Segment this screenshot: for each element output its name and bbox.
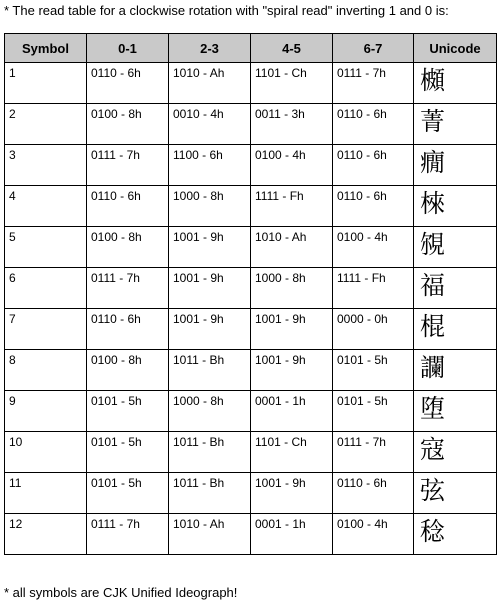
bits-4-5-cell: 1001 - 9h — [251, 473, 333, 514]
unicode-glyph-cell: 稔 — [414, 514, 497, 555]
bits-0-1-cell: 0111 - 7h — [87, 145, 169, 186]
symbol-cell: 6 — [5, 268, 87, 309]
footnote-text: * all symbols are CJK Unified Ideograph! — [4, 585, 238, 600]
bits-0-1-cell: 0100 - 8h — [87, 350, 169, 391]
bits-6-7-cell: 0100 - 4h — [333, 227, 414, 268]
table-row — [5, 186, 497, 227]
symbol-cell: 7 — [5, 309, 87, 350]
bits-2-3-cell: 1001 - 9h — [169, 309, 251, 350]
bits-2-3-cell: 1011 - Bh — [169, 350, 251, 391]
read-table — [4, 33, 497, 555]
table-row — [5, 227, 497, 268]
unicode-glyph-cell: 櫇 — [414, 63, 497, 104]
intro-text: * The read table for a clockwise rotation with "spiral read" inverting 1 and 0 is: — [4, 3, 449, 18]
bits-2-3-cell: 1010 - Ah — [169, 63, 251, 104]
bits-0-1-cell: 0111 - 7h — [87, 514, 169, 555]
bits-2-3-cell: 1001 - 9h — [169, 227, 251, 268]
bits-0-1-cell: 0101 - 5h — [87, 473, 169, 514]
unicode-glyph-cell: 覙 — [414, 227, 497, 268]
bits-4-5-cell: 0001 - 1h — [251, 514, 333, 555]
bits-0-1-cell: 0101 - 5h — [87, 432, 169, 473]
table-row — [5, 63, 497, 104]
bits-2-3-cell: 1001 - 9h — [169, 268, 251, 309]
bits-0-1-cell: 0110 - 6h — [87, 309, 169, 350]
table-row — [5, 432, 497, 473]
bits-6-7-cell: 0111 - 7h — [333, 63, 414, 104]
table-row — [5, 473, 497, 514]
bits-6-7-cell: 1111 - Fh — [333, 268, 414, 309]
symbol-cell: 2 — [5, 104, 87, 145]
unicode-glyph-cell: 弦 — [414, 473, 497, 514]
bits-2-3-cell: 1100 - 6h — [169, 145, 251, 186]
bits-0-1-cell: 0100 - 8h — [87, 104, 169, 145]
bits-0-1-cell: 0100 - 8h — [87, 227, 169, 268]
symbol-cell: 9 — [5, 391, 87, 432]
symbol-cell: 11 — [5, 473, 87, 514]
bits-2-3-cell: 0010 - 4h — [169, 104, 251, 145]
unicode-glyph-cell: 菁 — [414, 104, 497, 145]
unicode-glyph-cell: 讕 — [414, 350, 497, 391]
bits-2-3-cell: 1000 - 8h — [169, 391, 251, 432]
header-bits-4-5: 4-5 — [251, 34, 333, 63]
header-symbol: Symbol — [5, 34, 87, 63]
bits-2-3-cell: 1000 - 8h — [169, 186, 251, 227]
table-row — [5, 104, 497, 145]
unicode-glyph-cell: 寇 — [414, 432, 497, 473]
bits-4-5-cell: 1001 - 9h — [251, 309, 333, 350]
table-row — [5, 514, 497, 555]
header-bits-2-3: 2-3 — [169, 34, 251, 63]
bits-6-7-cell: 0101 - 5h — [333, 350, 414, 391]
bits-4-5-cell: 1001 - 9h — [251, 350, 333, 391]
bits-4-5-cell: 0001 - 1h — [251, 391, 333, 432]
bits-0-1-cell: 0110 - 6h — [87, 186, 169, 227]
bits-2-3-cell: 1010 - Ah — [169, 514, 251, 555]
bits-6-7-cell: 0000 - 0h — [333, 309, 414, 350]
bits-4-5-cell: 1000 - 8h — [251, 268, 333, 309]
bits-2-3-cell: 1011 - Bh — [169, 473, 251, 514]
bits-6-7-cell: 0111 - 7h — [333, 432, 414, 473]
symbol-cell: 10 — [5, 432, 87, 473]
symbol-cell: 8 — [5, 350, 87, 391]
unicode-glyph-cell: 棍 — [414, 309, 497, 350]
table-row — [5, 268, 497, 309]
bits-4-5-cell: 1101 - Ch — [251, 63, 333, 104]
symbol-cell: 5 — [5, 227, 87, 268]
bits-2-3-cell: 1011 - Bh — [169, 432, 251, 473]
symbol-cell: 4 — [5, 186, 87, 227]
header-bits-0-1: 0-1 — [87, 34, 169, 63]
table-body — [5, 63, 497, 555]
unicode-glyph-cell: 福 — [414, 268, 497, 309]
bits-0-1-cell: 0110 - 6h — [87, 63, 169, 104]
table-row — [5, 391, 497, 432]
bits-6-7-cell: 0110 - 6h — [333, 104, 414, 145]
symbol-cell: 3 — [5, 145, 87, 186]
bits-6-7-cell: 0101 - 5h — [333, 391, 414, 432]
bits-6-7-cell: 0110 - 6h — [333, 186, 414, 227]
table-row — [5, 145, 497, 186]
bits-0-1-cell: 0101 - 5h — [87, 391, 169, 432]
table-header-row — [5, 34, 497, 63]
symbol-cell: 1 — [5, 63, 87, 104]
table-row — [5, 309, 497, 350]
unicode-glyph-cell: 棶 — [414, 186, 497, 227]
bits-4-5-cell: 1101 - Ch — [251, 432, 333, 473]
table-row — [5, 350, 497, 391]
bits-4-5-cell: 1111 - Fh — [251, 186, 333, 227]
bits-6-7-cell: 0100 - 4h — [333, 514, 414, 555]
bits-0-1-cell: 0111 - 7h — [87, 268, 169, 309]
bits-6-7-cell: 0110 - 6h — [333, 473, 414, 514]
bits-4-5-cell: 0100 - 4h — [251, 145, 333, 186]
header-unicode: Unicode — [414, 34, 497, 63]
unicode-glyph-cell: 堕 — [414, 391, 497, 432]
bits-4-5-cell: 0011 - 3h — [251, 104, 333, 145]
header-bits-6-7: 6-7 — [333, 34, 414, 63]
unicode-glyph-cell: 癇 — [414, 145, 497, 186]
symbol-cell: 12 — [5, 514, 87, 555]
bits-4-5-cell: 1010 - Ah — [251, 227, 333, 268]
bits-6-7-cell: 0110 - 6h — [333, 145, 414, 186]
